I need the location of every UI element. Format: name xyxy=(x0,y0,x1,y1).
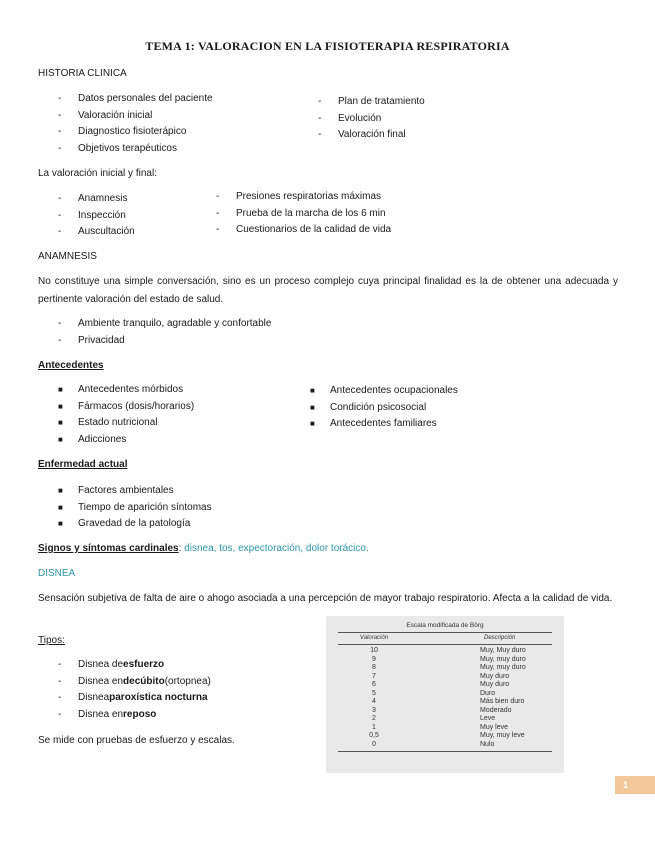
valoracion-heading: La valoración inicial y final: xyxy=(38,168,157,179)
table-row: 4 Más bien duro xyxy=(372,698,525,705)
divider xyxy=(338,751,552,752)
list-item: - Datos personales del paciente xyxy=(58,93,213,104)
borg-scale-table xyxy=(326,616,564,773)
list-item: - Prueba de la marcha de los 6 min xyxy=(216,207,386,219)
signos-values: disnea, tos, expectoración, dolor torácico. xyxy=(184,543,369,554)
signos-label: Signos y síntomas cardinales xyxy=(38,543,179,554)
list-item: ■ Antecedentes ocupacionales xyxy=(310,385,458,396)
table-row: 9 Muy, muy duro xyxy=(372,655,526,663)
page-title: TEMA 1: VALORACION EN LA FISIOTERAPIA RESPIRATORIA xyxy=(145,39,510,53)
disnea-heading: DISNEA xyxy=(38,568,76,579)
table-row: 0 Nulo xyxy=(372,740,495,748)
table-row: 2 Leve xyxy=(372,715,496,722)
table-row: 3 Moderado xyxy=(372,706,512,714)
disnea-paragraph: Sensación subjetiva de falta de aire o ahogo asociada a una percepción de mayor trabajo respiratorio. Afecta a la calidad de vida. xyxy=(38,593,613,604)
list-item: - Presiones respiratorias máximas xyxy=(216,191,382,202)
list-item: ■ Tiempo de aparición síntomas xyxy=(58,501,212,513)
antecedentes-heading: Antecedentes xyxy=(38,360,104,371)
table-row: 5 Duro xyxy=(372,689,496,697)
table-row: 7 Muy duro xyxy=(372,672,510,680)
list-item: ■ Factores ambientales xyxy=(58,485,174,496)
table-row: 1 Muy leve xyxy=(372,723,509,731)
tipos-heading: Tipos: xyxy=(38,635,65,646)
list-item: - Diagnostico fisioterápico xyxy=(58,126,187,137)
table-row: 6 Muy duro xyxy=(372,681,510,688)
table-row: 0,5 Muy, muy leve xyxy=(369,732,525,739)
list-item: - Valoración final xyxy=(318,129,406,140)
list-item: - Disnea paroxística nocturna xyxy=(58,692,208,703)
list-item: - Cuestionarios de la calidad de vida xyxy=(216,224,392,235)
list-item: ■ Antecedentes mórbidos xyxy=(58,384,184,395)
historia-list-left xyxy=(58,93,213,159)
list-item: - Disnea en decúbito (ortopnea) xyxy=(58,675,211,687)
list-item: - Anamnesis xyxy=(58,193,128,204)
list-item: - Disnea en reposo xyxy=(58,708,157,720)
list-item: ■ Condición psicosocial xyxy=(310,401,427,413)
list-item: - Valoración inicial xyxy=(58,109,153,121)
list-item: - Disnea de esfuerzo xyxy=(58,659,165,670)
list-item: - Auscultación xyxy=(58,226,135,237)
table-row: 8 Muy, muy duro xyxy=(372,664,526,671)
tipos-list xyxy=(58,659,211,725)
divider xyxy=(338,644,552,645)
enfermedad-heading: Enfermedad actual xyxy=(38,459,128,470)
signos-line xyxy=(38,543,369,554)
anamnesis-list xyxy=(58,318,271,351)
list-item: ■ Estado nutricional xyxy=(58,417,158,428)
disnea-closing: Se mide con pruebas de esfuerzo y escalas. xyxy=(38,735,235,746)
borg-title: Escala modificada de Börg xyxy=(406,622,484,629)
list-item: - Objetivos terapéuticos xyxy=(58,142,177,154)
historia-list-right xyxy=(318,96,425,146)
valoracion-list-right xyxy=(216,191,391,241)
historia-heading: HISTORIA CLINICA xyxy=(38,68,127,79)
anamnesis-paragraph: No constituye una simple conversación, sino es un proceso complejo cuya principal finalidad es la de obtener una adecuada y pertinente valoración del estado de salud. xyxy=(38,276,618,305)
list-item: - Inspección xyxy=(58,209,126,221)
signos-colon: : xyxy=(178,543,182,554)
enfermedad-list xyxy=(58,485,212,535)
table-row: 10 Muy, Muy duro xyxy=(370,647,526,654)
page-number-badge: 1 xyxy=(615,776,655,794)
valoracion-list-left xyxy=(58,193,135,243)
borg-header xyxy=(338,633,552,644)
list-item: ■ Adicciones xyxy=(58,433,127,445)
list-item: - Plan de tratamiento xyxy=(318,96,425,107)
list-item: ■ Fármacos (dosis/horarios) xyxy=(58,400,195,412)
list-item: ■ Antecedentes familiares xyxy=(310,418,437,429)
list-item: - Ambiente tranquilo, agradable y confortable xyxy=(58,318,272,329)
list-item: - Privacidad xyxy=(58,334,125,346)
list-item: ■ Gravedad de la patología xyxy=(58,518,191,529)
list-item: - Evolución xyxy=(318,112,382,124)
borg-col-descripcion: Descripción xyxy=(484,635,516,641)
borg-col-valoracion: Valoración xyxy=(359,635,389,641)
antecedentes-list-right xyxy=(310,385,458,435)
antecedentes-list-left xyxy=(58,384,194,450)
anamnesis-heading: ANAMNESIS xyxy=(38,251,97,262)
